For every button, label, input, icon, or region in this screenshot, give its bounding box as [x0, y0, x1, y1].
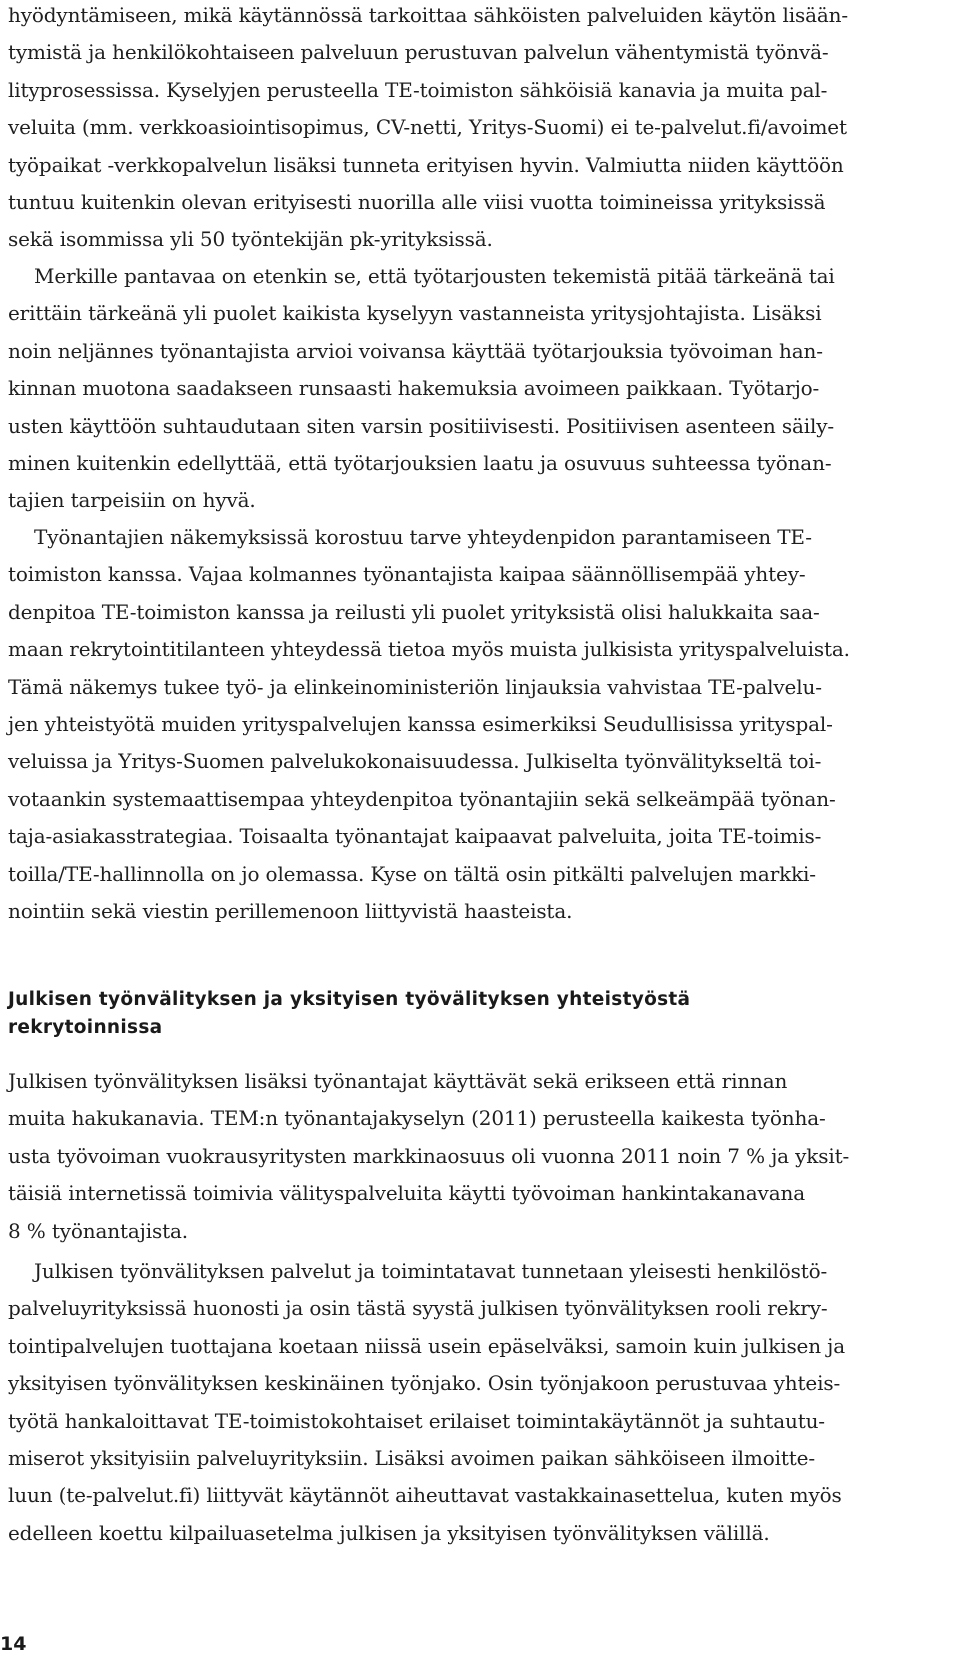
- text-line: toimiston kanssa. Vajaa kolmannes työnantajista kaipaa säännöllisempää yhtey-: [8, 562, 806, 587]
- text-line: tointipalvelujen tuottajana koetaan niissä usein epäselväksi, samoin kuin julkisen ja: [8, 1333, 846, 1358]
- paragraph-5: [8, 1253, 845, 1552]
- page-number: 14: [0, 1633, 27, 1655]
- paragraph-3: [8, 519, 850, 930]
- text-line: taja-asiakasstrategiaa. Toisaalta työnantajat kaipaavat palveluita, joita TE-toimis-: [8, 824, 822, 849]
- text-line: sekä isommissa yli 50 työntekijän pk-yrityksissä.: [8, 227, 493, 252]
- section-heading-line: Julkisen työnvälityksen ja yksityisen työvälityksen yhteistyöstä: [8, 989, 691, 1010]
- text-line: usten käyttöön suhtaudutaan siten varsin positiivisesti. Positiivisen asenteen säily-: [8, 413, 835, 438]
- text-line: muita hakukanavia. TEM:n työnantajakyselyn (2011) perusteella kaikesta työnha-: [8, 1106, 826, 1131]
- section-heading-line: rekrytoinnissa: [8, 1017, 163, 1038]
- text-line: hyödyntämiseen, mikä käytännössä tarkoittaa sähköisten palveluiden käytön lisään-: [8, 3, 848, 27]
- section-heading: [8, 986, 690, 1042]
- text-line: miserot yksityisiin palveluyrityksiin. Lisäksi avoimen paikan sähköiseen ilmoitte-: [8, 1445, 815, 1470]
- text-line: minen kuitenkin edellyttää, että työtarjouksien laatu ja osuvuus suhteessa työnan-: [8, 450, 832, 475]
- text-line: Tämä näkemys tukee työ- ja elinkeinoministeriön linjauksia vahvistaa TE-palvelu-: [8, 674, 822, 699]
- text-line: jen yhteistyötä muiden yrityspalvelujen kanssa esimerkiksi Seudullisissa yrityspal-: [8, 711, 833, 736]
- text-line: täisiä internetissä toimivia välityspalveluita käytti työvoiman hankintakanavana: [8, 1181, 805, 1206]
- paragraph-2: [8, 258, 835, 520]
- text-line: nointiin sekä viestin perillemenoon liittyvistä haasteista.: [8, 898, 573, 923]
- text-line: tajien tarpeisiin on hyvä.: [8, 488, 256, 513]
- text-line: tuntuu kuitenkin olevan erityisesti nuorilla alle viisi vuotta toimineissa yrityksissä: [8, 189, 826, 214]
- text-line: luun (te-palvelut.fi) liittyvät käytännöt aiheuttavat vastakkainasettelua, kuten myös: [8, 1483, 842, 1508]
- paragraph-4: [8, 1063, 849, 1250]
- text-line: veluita (mm. verkkoasiointisopimus, CV-netti, Yritys-Suomi) ei te-palvelut.fi/avoimet: [8, 115, 847, 140]
- text-line: Julkisen työnvälityksen palvelut ja toimintatavat tunnetaan yleisesti henkilöstö-: [34, 1259, 828, 1283]
- text-line: usta työvoiman vuokrausyritysten markkinaosuus oli vuonna 2011 noin 7 % ja yksit-: [8, 1143, 850, 1168]
- text-line: Merkille pantavaa on etenkin se, että työtarjousten tekemistä pitää tärkeänä tai: [34, 264, 835, 288]
- text-line: työpaikat -verkkopalvelun lisäksi tunneta erityisen hyvin. Valmiutta niiden käyttöön: [8, 152, 844, 177]
- text-line: yksityisen työnvälityksen keskinäinen työnjako. Osin työnjakoon perustuvaa yhteis-: [8, 1371, 841, 1396]
- text-line: 8 % työnantajista.: [8, 1218, 188, 1243]
- text-line: veluissa ja Yritys-Suomen palvelukokonaisuudessa. Julkiselta työnvälitykseltä toi-: [8, 749, 822, 774]
- text-line: työtä hankaloittavat TE-toimistokohtaiset erilaiset toimintakäytännöt ja suhtautu-: [8, 1408, 825, 1433]
- text-line: Työnantajien näkemyksissä korostuu tarve yhteydenpidon parantamiseen TE-: [34, 525, 812, 549]
- text-line: Julkisen työnvälityksen lisäksi työnantajat käyttävät sekä erikseen että rinnan: [8, 1069, 788, 1093]
- text-line: kinnan muotona saadakseen runsaasti hakemuksia avoimeen paikkaan. Työtarjo-: [8, 376, 820, 401]
- text-line: votaankin systemaattisempaa yhteydenpitoa työnantajiin sekä selkeämpää työnan-: [8, 786, 836, 811]
- text-line: noin neljännes työnantajista arvioi voivansa käyttää työtarjouksia työvoiman han-: [8, 338, 823, 363]
- text-line: tymistä ja henkilökohtaiseen palveluun perustuvan palvelun vähentymistä työnvä-: [8, 40, 829, 65]
- paragraph-1: [8, 0, 848, 259]
- text-line: toilla/TE-hallinnolla on jo olemassa. Kyse on tältä osin pitkälti palvelujen markki-: [8, 861, 816, 886]
- text-line: edelleen koettu kilpailuasetelma julkisen ja yksityisen työnvälityksen välillä.: [8, 1520, 770, 1545]
- text-line: lityprosessissa. Kyselyjen perusteella TE-toimiston sähköisiä kanavia ja muita pal-: [8, 77, 828, 102]
- text-line: erittäin tärkeänä yli puolet kaikista kyselyyn vastanneista yritysjohtajista. Lisäksi: [8, 301, 822, 326]
- text-line: maan rekrytointitilanteen yhteydessä tietoa myös muista julkisista yrityspalveluista.: [8, 637, 850, 662]
- text-line: denpitoa TE-toimiston kanssa ja reilusti yli puolet yrityksistä olisi halukkaita saa-: [8, 599, 820, 624]
- text-line: palveluyrityksissä huonosti ja osin tästä syystä julkisen työnvälityksen rooli rekry-: [8, 1296, 828, 1321]
